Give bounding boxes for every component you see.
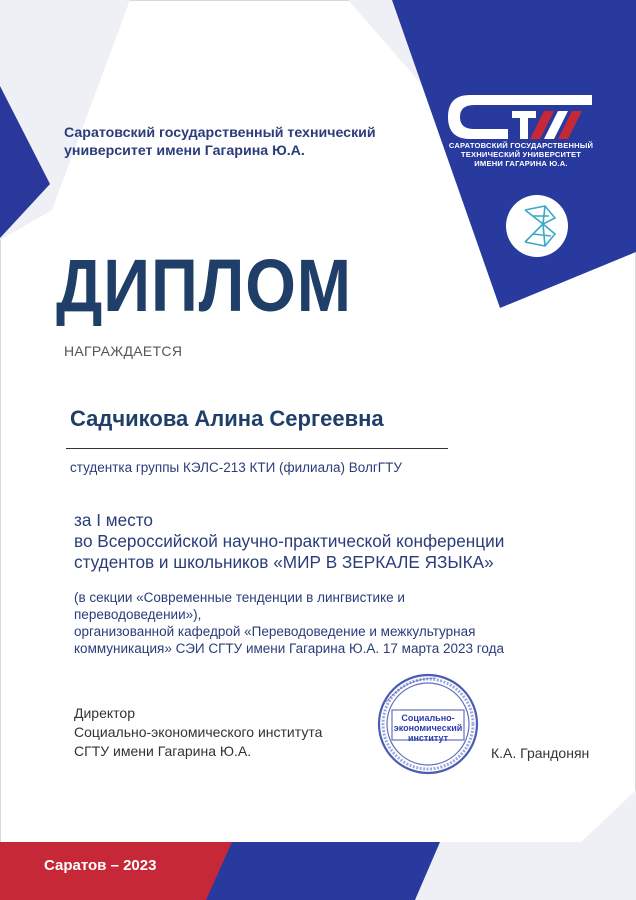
award-description — [74, 510, 594, 573]
section-line-2: переводоведении»), — [74, 607, 202, 622]
logo-caption-line3: ИМЕНИ ГАГАРИНА Ю.А. — [474, 159, 568, 168]
stamp-line1: Социально- — [401, 713, 455, 723]
award-place: за I место — [74, 510, 153, 530]
signer-title-2: Социально-экономического института — [74, 724, 323, 740]
organizer-line-2 — [74, 640, 594, 657]
logo-caption — [436, 141, 606, 168]
organizer-suffix: СЭИ СГТУ имени Гагарина Ю.А. 17 марта 2023 года — [171, 641, 504, 656]
university-name-line2: университет имени Гагарина Ю.А. — [64, 143, 305, 159]
stamp-text — [392, 713, 464, 743]
stamp-line3: институт — [407, 733, 449, 743]
signer-title-1: Директор — [74, 705, 135, 721]
award-details — [74, 589, 594, 657]
stamp-line2: экономический — [393, 723, 463, 733]
department-name-part1: «Переводоведение и межкультурная — [244, 624, 476, 639]
footer-city-year: Саратов – 2023 — [44, 857, 157, 874]
award-line-3-prefix: студентов и школьников — [74, 552, 274, 572]
institute-emblem-icon — [505, 194, 569, 258]
logo-caption-line2: ТЕХНИЧЕСКИЙ УНИВЕРСИТЕТ — [460, 150, 582, 159]
recipient-name: Садчикова Алина Сергеевна — [70, 406, 384, 431]
recipient-underline — [66, 448, 448, 449]
department-name-part2: коммуникация» — [74, 641, 172, 656]
document-title: ДИПЛОМ — [56, 244, 352, 327]
organizer-line-1 — [74, 623, 594, 640]
conference-name: «МИР В ЗЕРКАЛЕ ЯЗЫКА» — [273, 552, 494, 572]
recipient-group: студентка группы КЭЛС-213 КТИ (филиала) ВолгГТУ — [70, 460, 402, 475]
organizer-prefix: организованной кафедрой — [74, 624, 245, 639]
university-name — [64, 124, 424, 160]
signer-block — [74, 704, 322, 761]
award-line-2: во Всероссийской научно-практической конференции — [74, 531, 505, 551]
university-name-line1: Саратовский государственный технический — [64, 125, 376, 141]
award-line-3 — [74, 552, 594, 573]
awarded-label: НАГРАЖДАЕТСЯ — [64, 343, 183, 359]
signer-title-3: СГТУ имени Гагарина Ю.А. — [74, 743, 252, 759]
signer-name: К.А. Грандонян — [491, 745, 590, 761]
section-line-1: (в секции «Современные тенденции в лингвистике и — [74, 590, 405, 605]
logo-caption-line1: САРАТОВСКИЙ ГОСУДАРСТВЕННЫЙ — [448, 141, 594, 150]
